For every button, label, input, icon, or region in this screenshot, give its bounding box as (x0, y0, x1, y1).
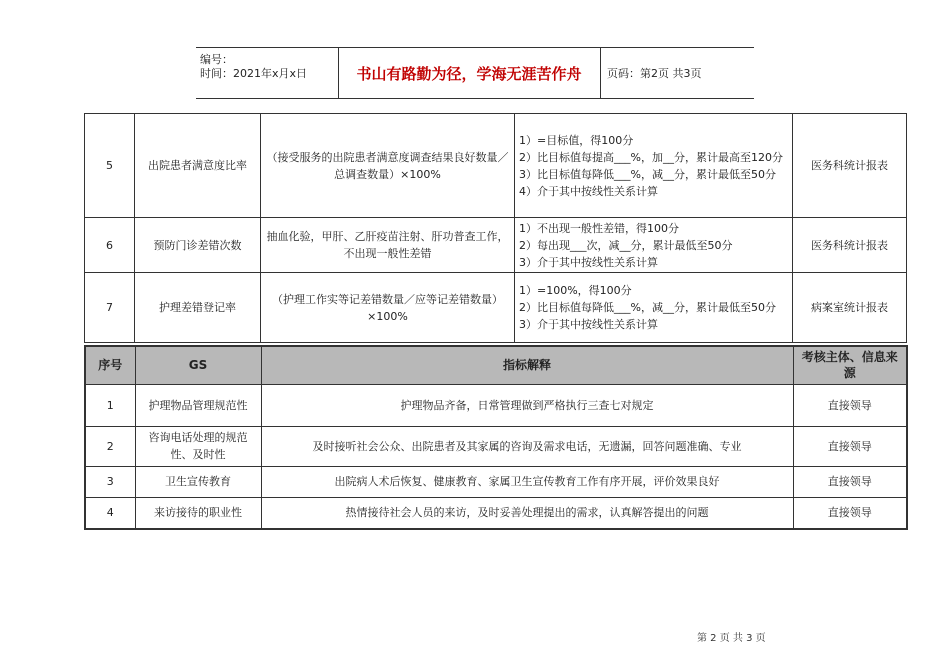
gs-name: 咨询电话处理的规范性、及时性 (135, 426, 261, 466)
page-footer: 第 2 页 共 3 页 (697, 633, 766, 644)
scoring-rules (515, 114, 793, 218)
table-row (85, 384, 907, 426)
data-source: 医务科统计报表 (793, 114, 907, 218)
header-slogan: 书山有路勤为径，学海无涯苦作舟 (356, 64, 582, 83)
gs-source: 直接领导 (793, 497, 907, 529)
scoring-rules (515, 218, 793, 273)
table-row (85, 497, 907, 529)
table-header-row (85, 346, 907, 384)
scoring-line: 3）介于其中按线性关系计算 (519, 318, 658, 331)
indicator-formula: （接受服务的出院患者满意度调查结果良好数量／总调查数量）×100% (261, 114, 515, 218)
scoring-line: 1）=目标值，得100分 (519, 133, 634, 147)
header-no: 序号 (85, 346, 135, 384)
header-explain: 指标解释 (261, 346, 793, 384)
indicator-name: 护理差错登记率 (135, 273, 261, 343)
table-row (85, 218, 907, 273)
row-number: 5 (85, 114, 135, 218)
row-number: 2 (85, 426, 135, 466)
gs-source: 直接领导 (793, 466, 907, 497)
table-row (85, 114, 907, 218)
gs-explain: 护理物品齐备，日常管理做到严格执行三查七对规定 (261, 384, 793, 426)
header-source: 考核主体、信息来源 (793, 346, 907, 384)
scoring-line: 3）比目标值每降低___%，减__分，累计最低至50分 (519, 167, 776, 181)
scoring-line: 1）不出现一般性差错，得100分 (519, 221, 679, 235)
page-header (196, 47, 754, 99)
data-source: 病案室统计报表 (793, 273, 907, 343)
row-number: 7 (85, 273, 135, 343)
header-meta (196, 48, 338, 98)
scoring-rules (515, 273, 793, 343)
data-source: 医务科统计报表 (793, 218, 907, 273)
row-number: 6 (85, 218, 135, 273)
scoring-line: 1）=100%，得100分 (519, 284, 632, 297)
table-row (85, 426, 907, 466)
scoring-line: 4）介于其中按线性关系计算 (519, 184, 658, 198)
time-label: 时间：2021年x月x日 (200, 67, 308, 80)
serial-label: 编号： (200, 53, 233, 66)
row-number: 1 (85, 384, 135, 426)
scoring-line: 3）介于其中按线性关系计算 (519, 255, 658, 269)
header-divider (600, 48, 601, 98)
scoring-line: 2）比目标值每提高___%，加__分，累计最高至120分 (519, 150, 783, 164)
gs-name: 来访接待的职业性 (135, 497, 261, 529)
indicator-table (84, 113, 907, 343)
gs-name: 护理物品管理规范性 (135, 384, 261, 426)
indicator-name: 出院患者满意度比率 (135, 114, 261, 218)
gs-source: 直接领导 (793, 426, 907, 466)
indicator-name: 预防门诊差错次数 (135, 218, 261, 273)
table-row (85, 273, 907, 343)
header-gs: GS (135, 346, 261, 384)
row-number: 4 (85, 497, 135, 529)
scoring-line: 2）比目标值每降低___%，减__分，累计最低至50分 (519, 301, 776, 314)
row-number: 3 (85, 466, 135, 497)
indicator-formula: 抽血化验，甲肝、乙肝疫苗注射、肝功普查工作，不出现一般性差错 (261, 218, 515, 273)
gs-explain: 热情接待社会人员的来访，及时妥善处理提出的需求，认真解答提出的问题 (261, 497, 793, 529)
scoring-line: 2）每出现___次，减__分，累计最低至50分 (519, 238, 733, 252)
gs-explain: 及时接听社会公众、出院患者及其家属的咨询及需求电话，无遗漏，回答问题准确、专业 (261, 426, 793, 466)
gs-name: 卫生宣传教育 (135, 466, 261, 497)
gs-table (84, 345, 908, 530)
gs-source: 直接领导 (793, 384, 907, 426)
header-page-info: 页码：第2页 共3页 (607, 67, 702, 80)
gs-explain: 出院病人术后恢复、健康教育、家属卫生宣传教育工作有序开展，评价效果良好 (261, 466, 793, 497)
table-row (85, 466, 907, 497)
indicator-formula: （护理工作实等记差错数量／应等记差错数量）×100% (261, 273, 515, 343)
